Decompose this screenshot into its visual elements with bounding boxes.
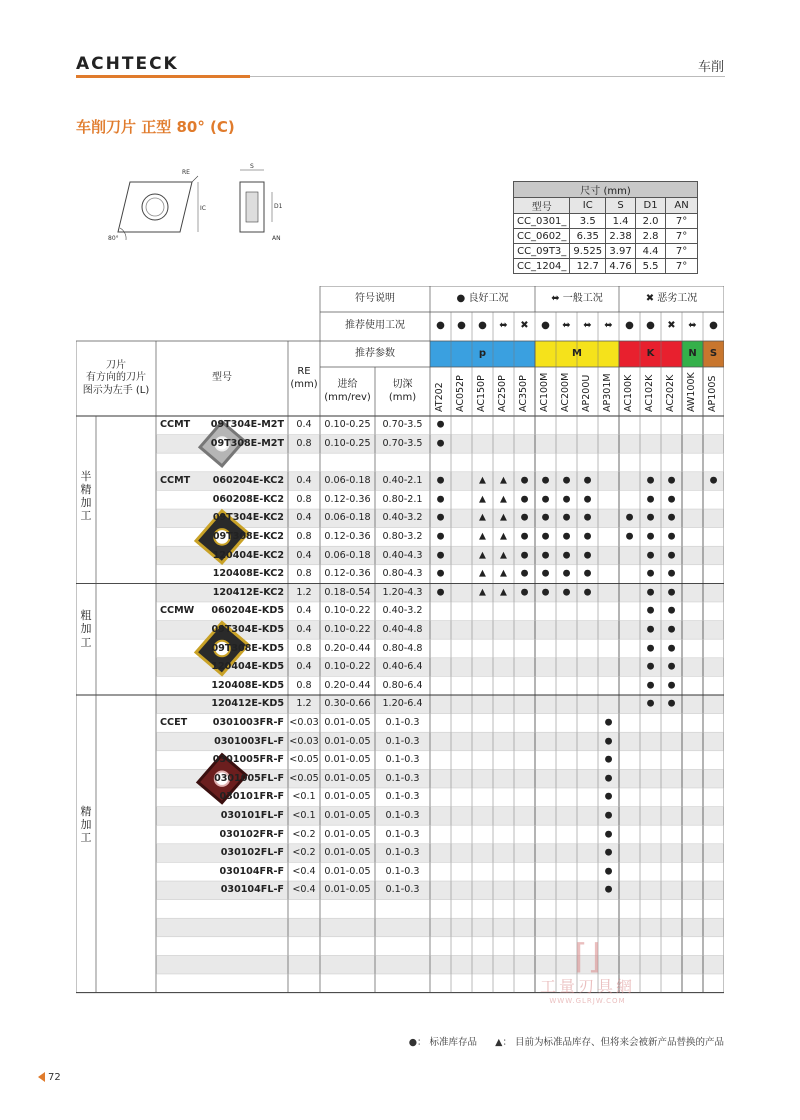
replacement-mark: ▲	[500, 531, 507, 542]
model-code: 09T304E-KD5	[211, 623, 284, 635]
stock-mark: ●	[604, 754, 613, 765]
feed-value: 0.06-0.18	[324, 549, 371, 561]
model-code: 09T308E-KC2	[212, 530, 284, 542]
stock-mark: ●	[646, 531, 655, 542]
stock-mark: ●	[646, 494, 655, 505]
depth-value: 0.1-0.3	[385, 809, 420, 821]
stock-mark: ●	[541, 494, 550, 505]
re-value: 0.4	[296, 419, 312, 431]
replacement-mark: ▲	[479, 494, 486, 505]
depth-value: 0.80-2.1	[382, 493, 423, 505]
condition-mark-3: ⬌	[499, 320, 508, 332]
stock-mark: ●	[667, 494, 676, 505]
re-value: 0.8	[296, 642, 312, 654]
grade-AC102K: AC102K	[644, 374, 655, 412]
feed-value: 0.12-0.36	[324, 568, 371, 580]
insert-side-view	[240, 170, 272, 232]
header-accent-rule	[76, 75, 250, 78]
re-value: 0.8	[296, 568, 312, 580]
feed-value: 0.20-0.44	[324, 642, 371, 654]
grade-AC100M: AC100M	[539, 372, 550, 412]
dims-cell: 7°	[666, 244, 698, 259]
model-code: 060208E-KC2	[212, 493, 284, 505]
dims-cell: 7°	[666, 214, 698, 229]
dims-cell: 4.4	[636, 244, 666, 259]
depth-value: 0.1-0.3	[385, 828, 420, 840]
stock-mark: ●	[667, 661, 676, 672]
replacement-mark: ▲	[479, 531, 486, 542]
depth-value: 1.20-6.4	[382, 698, 423, 710]
stock-mark: ●	[604, 866, 613, 877]
condition-mark-13: ●	[709, 320, 718, 332]
grade-AC200M: AC200M	[560, 372, 571, 412]
depth-value: 0.1-0.3	[385, 791, 420, 803]
model-code: 030101FL-F	[220, 809, 284, 821]
condition-mark-5: ●	[541, 320, 550, 332]
material-code-K: K	[646, 347, 655, 359]
stock-mark: ●	[583, 587, 592, 598]
feed-value: 0.18-0.54	[324, 586, 371, 598]
dims-cell: 12.7	[570, 259, 606, 274]
dims-cell: CC_0602_	[514, 229, 570, 244]
model-code: 120404E-KC2	[212, 549, 284, 561]
re-value: 0.4	[296, 661, 312, 673]
dims-cell: 2.8	[636, 229, 666, 244]
depth-value: 0.1-0.3	[385, 772, 420, 784]
depth-value: 0.70-3.5	[382, 419, 423, 431]
ic-label: IC	[200, 205, 206, 212]
stock-mark: ●	[667, 624, 676, 635]
watermark-url: WWW.GLRJW.COM	[549, 997, 626, 1005]
header-rule	[250, 76, 725, 77]
stock-mark: ●	[583, 568, 592, 579]
stock-mark: ●	[604, 736, 613, 746]
row-shade	[156, 955, 724, 974]
grade-AC250P: AC250P	[497, 375, 508, 412]
stock-mark: ●	[583, 494, 592, 505]
dims-caption: 尺寸 (mm)	[514, 182, 698, 198]
stock-mark: ●	[520, 531, 529, 542]
re-value: 0.8	[296, 493, 312, 505]
feed-value: 0.30-0.66	[324, 698, 371, 710]
depth-value: 0.80-4.3	[382, 568, 423, 580]
feed-value: 0.10-0.25	[324, 437, 371, 449]
stock-mark: ●	[646, 643, 655, 653]
feed-value: 0.01-0.05	[324, 809, 371, 821]
stock-mark: ●	[562, 475, 571, 486]
re-value: <0.2	[292, 828, 316, 840]
re-value: <0.03	[289, 735, 319, 747]
replacement-mark: ▲	[500, 475, 507, 486]
model-code: 09T308E-KD5	[211, 642, 284, 654]
dims-header: IC	[570, 198, 606, 214]
brand-logo: ACHTECK	[76, 54, 179, 74]
stock-mark: ●	[646, 698, 655, 709]
condition-mark-2: ●	[478, 320, 487, 332]
re-value: 0.4	[296, 475, 312, 487]
stock-mark: ●	[583, 550, 592, 560]
condition-mark-8: ⬌	[604, 320, 613, 332]
stock-mark: ●	[520, 512, 529, 523]
dims-cell: 2.38	[606, 229, 636, 244]
page-title: 车削刀片 正型 80° (C)	[76, 118, 235, 136]
condition-mark-4: ✖	[520, 320, 529, 332]
re-value: 0.8	[296, 530, 312, 542]
dims-cell: 6.35	[570, 229, 606, 244]
replacement-mark: ▲	[500, 512, 507, 523]
model-code: 030104FR-F	[219, 865, 284, 877]
stock-mark: ●	[562, 587, 571, 598]
model-code: 09T304E-KC2	[212, 512, 284, 524]
feed-value: 0.20-0.44	[324, 679, 371, 691]
condition-mark-6: ⬌	[562, 320, 571, 332]
model-code: 120404E-KD5	[211, 661, 284, 673]
stock-mark: ●	[667, 531, 676, 542]
stock-mark: ●	[646, 475, 655, 486]
condition-mark-12: ⬌	[688, 320, 697, 332]
condition-mark-11: ✖	[667, 320, 676, 332]
stock-mark: ●	[646, 605, 655, 616]
stock-mark: ●	[520, 550, 529, 560]
depth-value: 0.1-0.3	[385, 716, 420, 728]
model-code: 0301003FR-F	[212, 716, 284, 728]
model-code: 0301003FL-F	[214, 735, 284, 747]
row-shade	[156, 918, 724, 937]
depth-value: 1.20-4.3	[382, 586, 423, 598]
re-value: <0.2	[292, 847, 316, 859]
angle-label: 80°	[108, 235, 119, 242]
stock-mark: ●	[709, 475, 718, 486]
dims-cell: 5.5	[636, 259, 666, 274]
stock-mark: ●	[667, 643, 676, 653]
feed-value: 0.01-0.05	[324, 772, 371, 784]
stock-mark: ●	[604, 884, 613, 895]
model-code: 09T308E-M2T	[210, 437, 284, 449]
params-label: 推荐参数	[355, 347, 395, 359]
replacement-mark: ▲	[479, 475, 486, 486]
dims-header: D1	[636, 198, 666, 214]
re-value: <0.4	[292, 884, 316, 896]
feed-column-header: 进给 (mm/rev)	[324, 379, 371, 403]
re-value: 0.8	[296, 437, 312, 449]
stock-mark: ●	[520, 587, 529, 598]
depth-value: 0.1-0.3	[385, 735, 420, 747]
depth-value: 0.40-2.1	[382, 475, 423, 487]
replacement-mark: ▲	[479, 512, 486, 523]
stock-mark: ●	[604, 791, 613, 802]
stock-mark: ●	[541, 568, 550, 579]
dims-header: 型号	[514, 198, 570, 214]
depth-value: 0.1-0.3	[385, 865, 420, 877]
feed-value: 0.01-0.05	[324, 791, 371, 803]
re-column-header: RE (mm)	[290, 366, 318, 390]
feed-value: 0.06-0.18	[324, 475, 371, 487]
stock-mark: ●	[667, 512, 676, 523]
re-value: 1.2	[296, 586, 312, 598]
insert-column-header: 刀片 有方向的刀片 图示为左手 (L)	[82, 359, 150, 396]
legend	[409, 1034, 724, 1048]
section-label: 车削	[697, 60, 724, 75]
grade-AP100S: AP100S	[707, 375, 718, 412]
feed-value: 0.10-0.22	[324, 605, 371, 617]
dims-row	[514, 214, 698, 229]
re-value: 0.4	[296, 605, 312, 617]
depth-value: 0.40-3.2	[382, 512, 423, 524]
dims-cell: 2.0	[636, 214, 666, 229]
stock-mark: ●	[436, 568, 445, 579]
dimension-table	[513, 181, 698, 274]
feed-value: 0.01-0.05	[324, 847, 371, 859]
re-value: <0.1	[292, 791, 316, 803]
stock-mark: ●	[604, 810, 613, 821]
model-code: 0301005FL-F	[214, 772, 284, 784]
feed-value: 0.10-0.22	[324, 623, 371, 635]
material-code-S: S	[709, 347, 718, 359]
replacement-mark: ▲	[479, 568, 486, 579]
stock-mark: ●	[646, 661, 655, 672]
stock-mark: ●	[583, 531, 592, 542]
feed-value: 0.10-0.25	[324, 419, 371, 431]
stock-mark: ●	[667, 587, 676, 598]
depth-value: 0.40-4.8	[382, 623, 423, 635]
legend-stock: ●： 标准库存品	[408, 1037, 478, 1048]
model-prefix: CCMT	[160, 419, 191, 431]
dims-cell: 3.5	[570, 214, 606, 229]
stock-mark: ●	[604, 773, 613, 784]
condition-mark-9: ●	[625, 320, 634, 332]
stock-mark: ●	[583, 475, 592, 486]
re-value: <0.03	[289, 716, 319, 728]
grade-AC150P: AC150P	[476, 375, 487, 412]
model-code: 030102FL-F	[220, 847, 284, 859]
stock-mark: ●	[541, 550, 550, 560]
dims-row	[514, 229, 698, 244]
legend-replace: ▲： 目前为标准品库存、但将来会被新产品替换的产品	[495, 1037, 724, 1048]
feed-value: 0.01-0.05	[324, 865, 371, 877]
category-label: 半 精 加 工	[80, 469, 92, 523]
grade-AC202K: AC202K	[665, 374, 676, 412]
depth-value: 0.80-4.8	[382, 642, 423, 654]
category-label: 粗 加 工	[80, 609, 92, 649]
model-code: 030104FL-F	[220, 884, 284, 896]
stock-mark: ●	[646, 568, 655, 579]
re-value: 0.4	[296, 549, 312, 561]
insert-top-view	[118, 176, 198, 240]
grade-AC100K: AC100K	[623, 374, 634, 412]
re-value: <0.4	[292, 865, 316, 877]
stock-mark: ●	[541, 475, 550, 486]
stock-mark: ●	[541, 512, 550, 523]
stock-mark: ●	[625, 512, 634, 523]
stock-mark: ●	[562, 512, 571, 523]
page-number: 72	[48, 1072, 61, 1083]
re-value: <0.05	[289, 754, 319, 766]
d1-label: D1	[274, 203, 283, 210]
grade-AC350P: AC350P	[518, 375, 529, 412]
depth-column-header: 切深 (mm)	[388, 379, 417, 403]
feed-value: 0.01-0.05	[324, 716, 371, 728]
stock-mark: ●	[436, 438, 445, 449]
stock-mark: ●	[436, 587, 445, 598]
model-code: 120412E-KD5	[211, 698, 284, 710]
symbol-legend-label: 符号说明	[355, 292, 395, 304]
dims-row	[514, 259, 698, 274]
re-value: 0.4	[296, 623, 312, 635]
symbol-1: ⬌ 一般工况	[551, 292, 603, 304]
model-code: 120408E-KC2	[212, 568, 284, 580]
depth-value: 0.80-6.4	[382, 679, 423, 691]
model-column-header: 型号	[212, 372, 232, 384]
depth-value: 0.40-6.4	[382, 661, 423, 673]
replacement-mark: ▲	[500, 494, 507, 505]
dims-cell: 3.97	[606, 244, 636, 259]
page-marker-icon	[38, 1072, 45, 1082]
model-code: 060204E-KC2	[212, 475, 284, 487]
dims-cell: 9.525	[570, 244, 606, 259]
stock-mark: ●	[604, 847, 613, 858]
symbol-0: ● 良好工况	[456, 292, 509, 304]
material-code-N: N	[688, 347, 697, 359]
stock-mark: ●	[646, 512, 655, 523]
replacement-mark: ▲	[479, 587, 486, 598]
model-code: 060204E-KD5	[211, 605, 284, 617]
condition-mark-10: ●	[646, 320, 655, 332]
feed-value: 0.01-0.05	[324, 828, 371, 840]
depth-value: 0.1-0.3	[385, 847, 420, 859]
an-label: AN	[272, 235, 281, 242]
dims-cell: 1.4	[606, 214, 636, 229]
stock-mark: ●	[436, 550, 445, 560]
grade-AP301M: AP301M	[602, 373, 613, 412]
stock-mark: ●	[646, 680, 655, 691]
condition-mark-1: ●	[457, 320, 466, 332]
stock-mark: ●	[667, 680, 676, 691]
model-prefix: CCMW	[160, 605, 195, 617]
stock-mark: ●	[562, 531, 571, 542]
feed-value: 0.01-0.05	[324, 754, 371, 766]
depth-value: 0.40-4.3	[382, 549, 423, 561]
stock-mark: ●	[562, 494, 571, 505]
stock-mark: ●	[604, 717, 613, 728]
stock-mark: ●	[604, 829, 613, 839]
condition-mark-0: ●	[436, 320, 445, 332]
model-code: 09T304E-M2T	[210, 419, 284, 431]
s-label: S	[250, 163, 254, 170]
material-code-p: p	[478, 347, 487, 359]
stock-mark: ●	[667, 475, 676, 486]
watermark-text: 工量刃具網	[540, 977, 636, 996]
condition-mark-7: ⬌	[583, 320, 592, 332]
re-value: 0.8	[296, 679, 312, 691]
symbol-2: ✖ 恶劣工况	[645, 292, 698, 304]
stock-mark: ●	[667, 568, 676, 579]
grade-AP200U: AP200U	[581, 374, 592, 412]
feed-value: 0.10-0.22	[324, 661, 371, 673]
dims-cell: 7°	[666, 229, 698, 244]
stock-mark: ●	[541, 531, 550, 542]
stock-mark: ●	[667, 550, 676, 560]
dims-cell: 4.76	[606, 259, 636, 274]
re-value: 1.2	[296, 698, 312, 710]
grade-AT202: AT202	[434, 382, 445, 412]
dims-cell: CC_1204_	[514, 259, 570, 274]
replacement-mark: ▲	[500, 587, 507, 598]
dims-row	[514, 244, 698, 259]
stock-mark: ●	[646, 550, 655, 560]
depth-value: 0.40-3.2	[382, 605, 423, 617]
stock-mark: ●	[436, 494, 445, 505]
re-value: <0.1	[292, 809, 316, 821]
depth-value: 0.1-0.3	[385, 884, 420, 896]
stock-mark: ●	[625, 531, 634, 542]
dims-cell: 7°	[666, 259, 698, 274]
replacement-mark: ▲	[479, 550, 486, 560]
dims-header: AN	[666, 198, 698, 214]
model-code: 120412E-KC2	[212, 586, 284, 598]
feed-value: 0.12-0.36	[324, 493, 371, 505]
model-prefix: CCMT	[160, 475, 191, 487]
depth-value: 0.70-3.5	[382, 437, 423, 449]
model-code: 0301005FR-F	[212, 754, 284, 766]
feed-value: 0.06-0.18	[324, 512, 371, 524]
stock-mark: ●	[646, 624, 655, 635]
depth-value: 0.80-3.2	[382, 530, 423, 542]
insert-drawing	[100, 160, 300, 260]
material-code-M: M	[572, 347, 582, 359]
model-code: 030101FR-F	[219, 791, 284, 803]
grade-AC052P: AC052P	[455, 375, 466, 412]
stock-mark: ●	[436, 512, 445, 523]
dims-cell: CC_0301_	[514, 214, 570, 229]
watermark	[540, 937, 636, 1005]
re-value: <0.05	[289, 772, 319, 784]
replacement-mark: ▲	[500, 568, 507, 579]
depth-value: 0.1-0.3	[385, 754, 420, 766]
stock-mark: ●	[520, 494, 529, 505]
stock-mark: ●	[541, 587, 550, 598]
recommend-label: 推荐使用工况	[345, 320, 405, 332]
dims-header: S	[606, 198, 636, 214]
stock-mark: ●	[646, 587, 655, 598]
stock-mark: ●	[436, 531, 445, 542]
model-code: 120408E-KD5	[211, 679, 284, 691]
stock-mark: ●	[667, 605, 676, 616]
replacement-mark: ▲	[500, 550, 507, 560]
stock-mark: ●	[667, 698, 676, 709]
feed-value: 0.12-0.36	[324, 530, 371, 542]
stock-mark: ●	[562, 550, 571, 560]
model-prefix: CCET	[160, 716, 188, 728]
feed-value: 0.01-0.05	[324, 884, 371, 896]
feed-value: 0.01-0.05	[324, 735, 371, 747]
stock-mark: ●	[436, 419, 445, 430]
re-value: 0.4	[296, 512, 312, 524]
category-label: 精 加 工	[80, 804, 92, 844]
watermark-logo-icon: ⌈⌋	[574, 937, 601, 977]
stock-mark: ●	[520, 475, 529, 486]
dims-cell: CC_09T3_	[514, 244, 570, 259]
stock-mark: ●	[583, 512, 592, 523]
stock-mark: ●	[562, 568, 571, 579]
re-label: RE	[182, 169, 190, 176]
stock-mark: ●	[520, 568, 529, 579]
grade-AW100K: AW100K	[686, 372, 697, 412]
stock-mark: ●	[436, 475, 445, 486]
model-code: 030102FR-F	[219, 828, 284, 840]
